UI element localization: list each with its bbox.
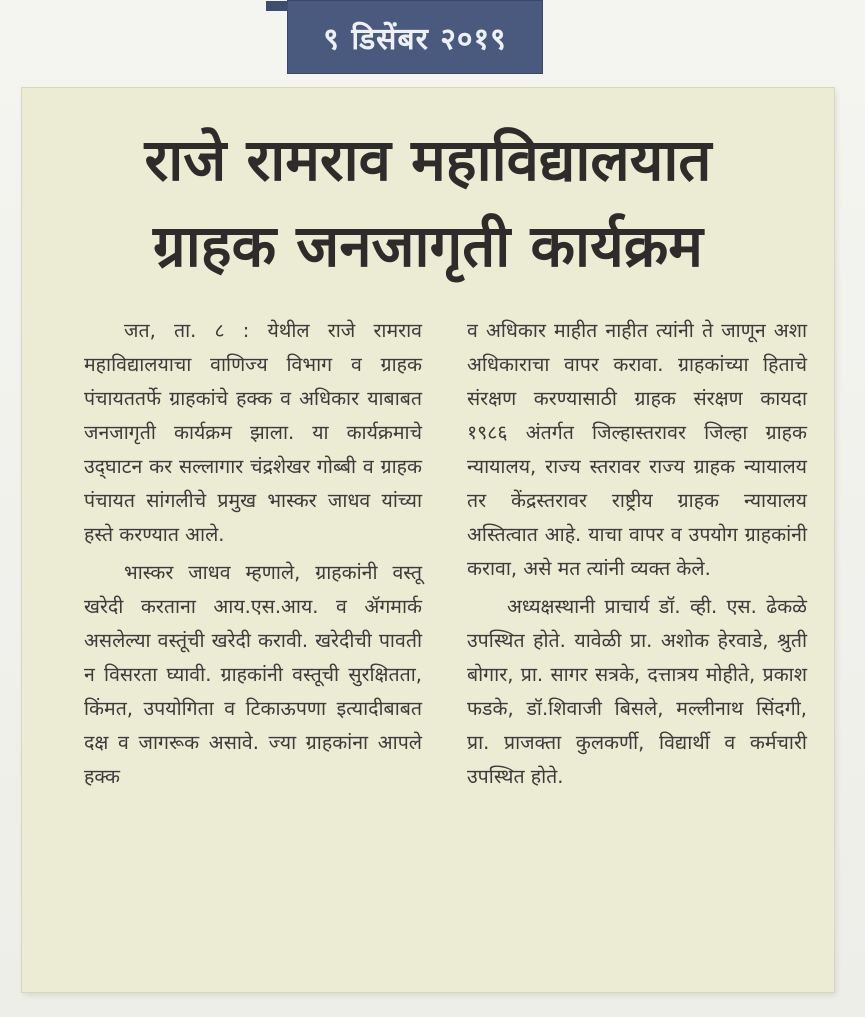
article-column-right: [467, 314, 807, 794]
article-paragraph: व अधिकार माहीत नाहीत त्यांनी ते जाणून अशा अधिकाराचा वापर करावा. ग्राहकांच्या हिताचे संरक्षण करण्यासाठी ग्राहक संरक्षण कायदा १९८६ अंतर्गत जिल्हास्तरावर जिल्हा ग्राहक न्यायालय, राज्य स्तरावर राज्य ग्राहक न्यायालय तर केंद्रस्तरावर राष्ट्रीय ग्राहक न्यायालय अस्तित्वात आहे. याचा वापर व उपयोग ग्राहकांनी करावा, असे मत त्यांनी व्यक्त केले.: [467, 319, 807, 580]
article-column-left: [84, 314, 422, 794]
date-label: ९ डिसेंबर २०१९: [323, 21, 507, 57]
article-paragraph: अध्यक्षस्थानी प्राचार्य डॉ. व्ही. एस. ढेकळे उपस्थित होते. यावेळी प्रा. अशोक हेरवाडे, श्रुती बोगार, प्रा. सागर सत्रके, दत्तात्रय मोहीते, प्रकाश फडके, डॉ.शिवाजी बिसले, मल्लीनाथ सिंदगी, प्रा. प्राजक्ता कुलकर्णी, विद्यार्थी व कर्मचारी उपस्थित होते.: [467, 595, 807, 788]
headline-line-1: राजे रामराव महाविद्यालयात: [144, 126, 712, 194]
article-paragraph: भास्कर जाधव म्हणाले, ग्राहकांनी वस्तू खरेदी करताना आय.एस.आय. व ॲगमार्क असलेल्या वस्तूंची खरेदी करावी. खरेदीची पावती न विसरता घ्यावी. ग्राहकांनी वस्तूची सुरक्षितता, किंमत, उपयोगिता व टिकाऊपणा इत्यादीबाबत दक्ष व जागरूक असावे. ज्या ग्राहकांना आपले हक्क: [84, 561, 422, 788]
headline-line-2: ग्राहक जनजागृती कार्यक्रम: [153, 212, 703, 280]
newspaper-clipping: [22, 88, 834, 992]
article-paragraph: जत, ता. ८ : येथील राजे रामराव महाविद्यालयाचा वाणिज्य विभाग व ग्राहक पंचायततर्फे ग्राहकांचे हक्क व अधिकार याबाबत जनजागृती कार्यक्रम झाला. या कार्यक्रमाचे उद्‌घाटन कर सल्लागार चंद्रशेखर गोब्बी व ग्राहक पंचायत सांगलीचे प्रमुख भास्कर जाधव यांच्या हस्ते करण्यात आले.: [84, 319, 422, 546]
date-strip: [287, 0, 543, 74]
